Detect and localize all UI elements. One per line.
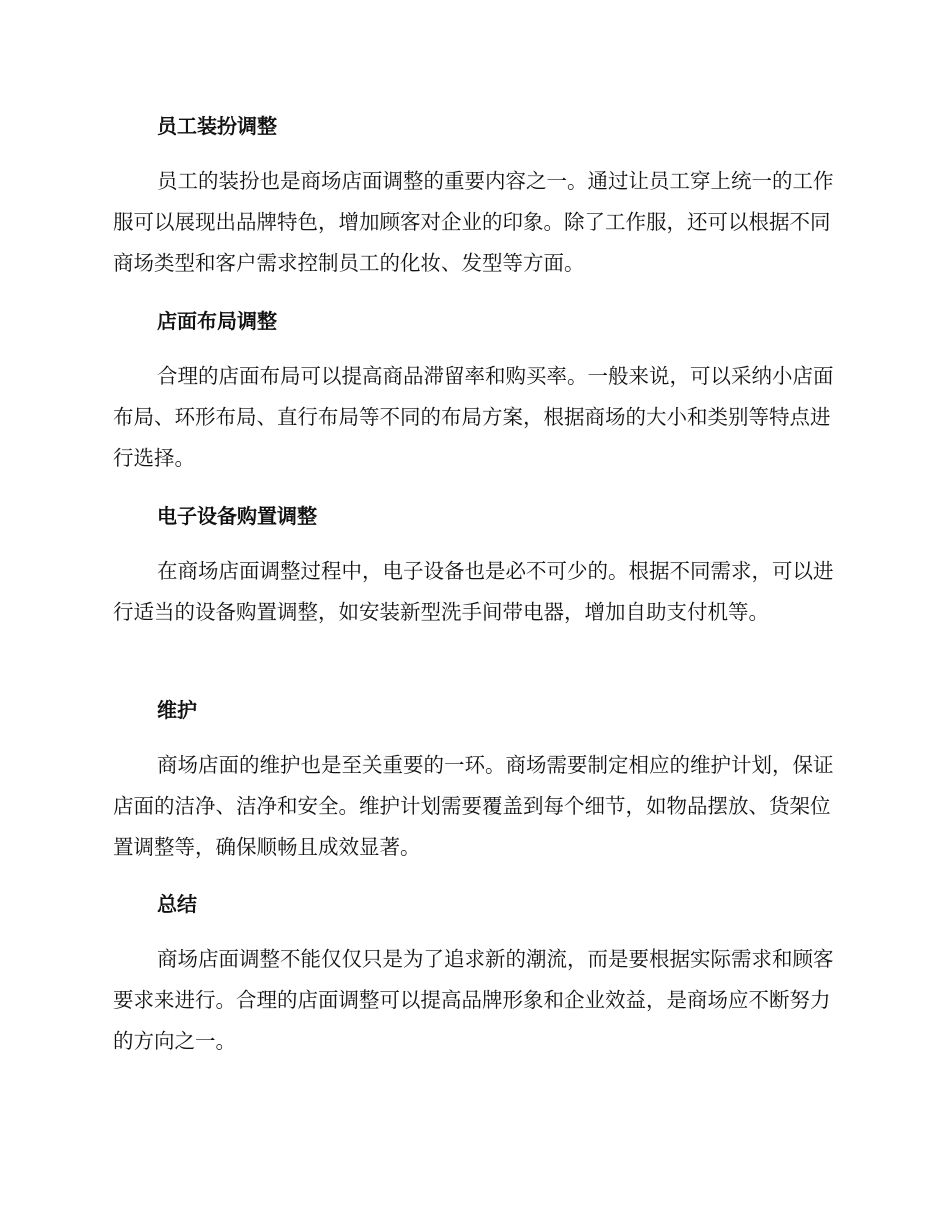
section-body-store-layout: 合理的店面布局可以提高商品滞留率和购买率。一般来说，可以采纳小店面布局、环形布局、直行布局等不同的布局方案，根据商场的大小和类别等特点进行选择。: [113, 364, 834, 470]
section-heading-staff-attire: 员工装扮调整: [157, 114, 277, 138]
section-heading-maintenance: 维护: [157, 698, 197, 722]
section-heading-electronic-equipment: 电子设备购置调整: [157, 504, 317, 528]
section-body-maintenance: 商场店面的维护也是至关重要的一环。商场需要制定相应的维护计划，保证店面的洁净、洁净和安全。维护计划需要覆盖到每个细节，如物品摆放、货架位置调整等，确保顺畅且成效显著。: [113, 753, 834, 859]
section-heading-summary: 总结: [157, 892, 197, 916]
section-body-staff-attire: 员工的装扮也是商场店面调整的重要内容之一。通过让员工穿上统一的工作服可以展现出品牌特色，增加顾客对企业的印象。除了工作服，还可以根据不同商场类型和客户需求控制员工的化妆、发型等方面。: [113, 169, 834, 275]
section-heading-store-layout: 店面布局调整: [157, 309, 277, 333]
section-body-summary: 商场店面调整不能仅仅只是为了追求新的潮流，而是要根据实际需求和顾客要求来进行。合理的店面调整可以提高品牌形象和企业效益，是商场应不断努力的方向之一。: [113, 947, 834, 1053]
section-body-electronic-equipment: 在商场店面调整过程中，电子设备也是必不可少的。根据不同需求，可以进行适当的设备购置调整，如安装新型洗手间带电器，增加自助支付机等。: [113, 559, 834, 624]
